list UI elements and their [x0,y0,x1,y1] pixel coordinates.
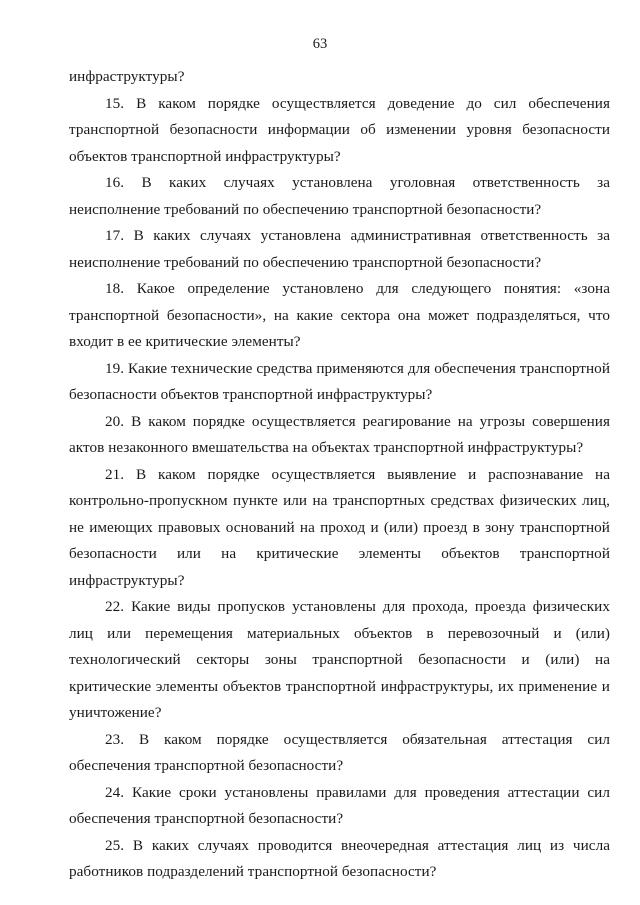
question-20: 20. В каком порядке осуществляется реагирование на угрозы совершения актов незаконного вмешательства на объектах транспортной инфраструктуры? [69,412,610,456]
question-18: 18. Какое определение установлено для следующего понятия: «зона транспортной безопасности», на какие сектора она может подразделяться, что входит в ее критические элементы? [69,280,610,350]
paragraph-continuation: инфраструктуры? [69,68,185,85]
page-number: 63 [312,36,328,52]
question-21: 21. В каком порядке осуществляется выявление и распознавание на контрольно-пропускном пункте или на транспортных средствах физических лиц, не имеющих правовых оснований на проход и (или) проезд в зону транспортной безопасности или на критические элементы объектов транспортной инфраструктуры? [69,465,610,589]
question-16: 16. В каких случаях установлена уголовная ответственность за неисполнение требований по обеспечению транспортной безопасности? [69,174,610,218]
question-24: 24. Какие сроки установлены правилами для проведения аттестации сил обеспечения транспортной безопасности? [69,783,610,827]
question-22: 22. Какие виды пропусков установлены для прохода, проезда физических лиц или перемещения материальных объектов в перевозочный и (или) технологический секторы зоны транспортной безопасности и (или) на критические элементы объектов транспортной инфраструктуры, их применение и уничтожение? [69,598,610,721]
question-17: 17. В каких случаях установлена административная ответственность за неисполнение требований по обеспечению транспортной безопасности? [69,227,610,271]
question-19: 19. Какие технические средства применяются для обеспечения транспортной безопасности объектов транспортной инфраструктуры? [69,359,610,403]
question-23: 23. В каком порядке осуществляется обязательная аттестация сил обеспечения транспортной безопасности? [69,730,610,774]
document-body [69,64,610,886]
question-15: 15. В каком порядке осуществляется доведение до сил обеспечения транспортной безопасности информации об изменении уровня безопасности объектов транспортной инфраструктуры? [69,94,610,165]
question-25: 25. В каких случаях проводится внеочередная аттестация лиц из числа работников подразделений транспортной безопасности? [69,836,610,880]
